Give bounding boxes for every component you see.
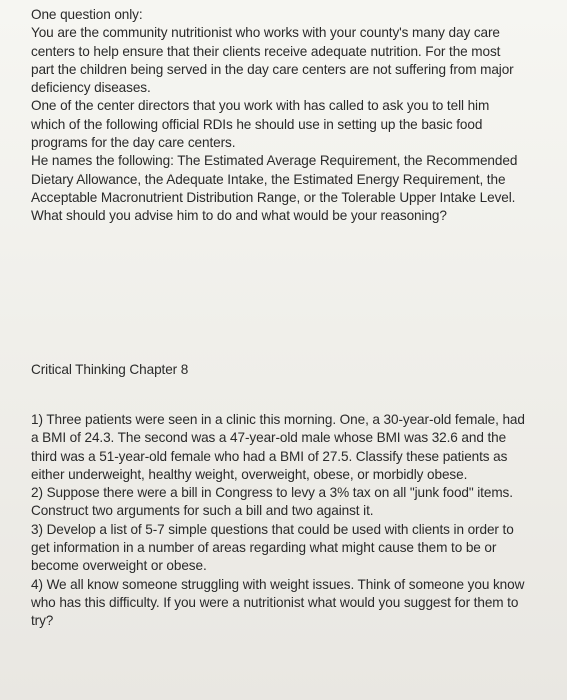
section-heading: One question only: [31, 7, 143, 22]
assignment-section [31, 6, 527, 226]
chapter-heading-block [31, 361, 527, 379]
director-request-paragraph: One of the center directors that you work with has called to ask you to tell him which of the following official RDIs he should use in setting up the basic food programs for the day care centers. [31, 98, 490, 151]
rdi-options-paragraph: He names the following: The Estimated Average Requirement, the Recommended Dietary Allowance, the Adequate Intake, the Estimated Energy Requirement, the Acceptable Macronutrient Distribution Range, or the Tolerable Upper Intake Level. [31, 153, 518, 205]
question-item: 4) We all know someone struggling with weight issues. Think of someone you know who has this difficulty. If you were a nutritionist what would you suggest for them to try? [31, 576, 525, 629]
chapter-heading: Critical Thinking Chapter 8 [31, 362, 189, 377]
critical-thinking-questions [31, 411, 527, 631]
question-item: 1) Three patients were seen in a clinic this morning. One, a 30-year-old female, had a BMI of 24.3. The second was a 47-year-old male whose BMI was 32.6 and the third was a 51-year-old female who had a BMI of 27.5. Classify these patients as either underweight, healthy weight, overweight, obese, or morbidly obese. [31, 412, 525, 482]
question-item: 2) Suppose there were a bill in Congress to levy a 3% tax on all "junk food" items. Construct two arguments for such a bill and two against it. [31, 485, 513, 519]
main-question: What should you advise him to do and what would be your reasoning? [31, 208, 447, 224]
question-item: 3) Develop a list of 5-7 simple questions that could be used with clients in order to get information in a number of areas regarding what might cause them to be or become overweight or obese. [31, 521, 514, 574]
scenario-paragraph: You are the community nutritionist who works with your county's many day care centers to help ensure that their clients receive adequate nutrition. For the most part the children being served in the day care centers are not suffering from major deficiency diseases. [31, 25, 514, 96]
